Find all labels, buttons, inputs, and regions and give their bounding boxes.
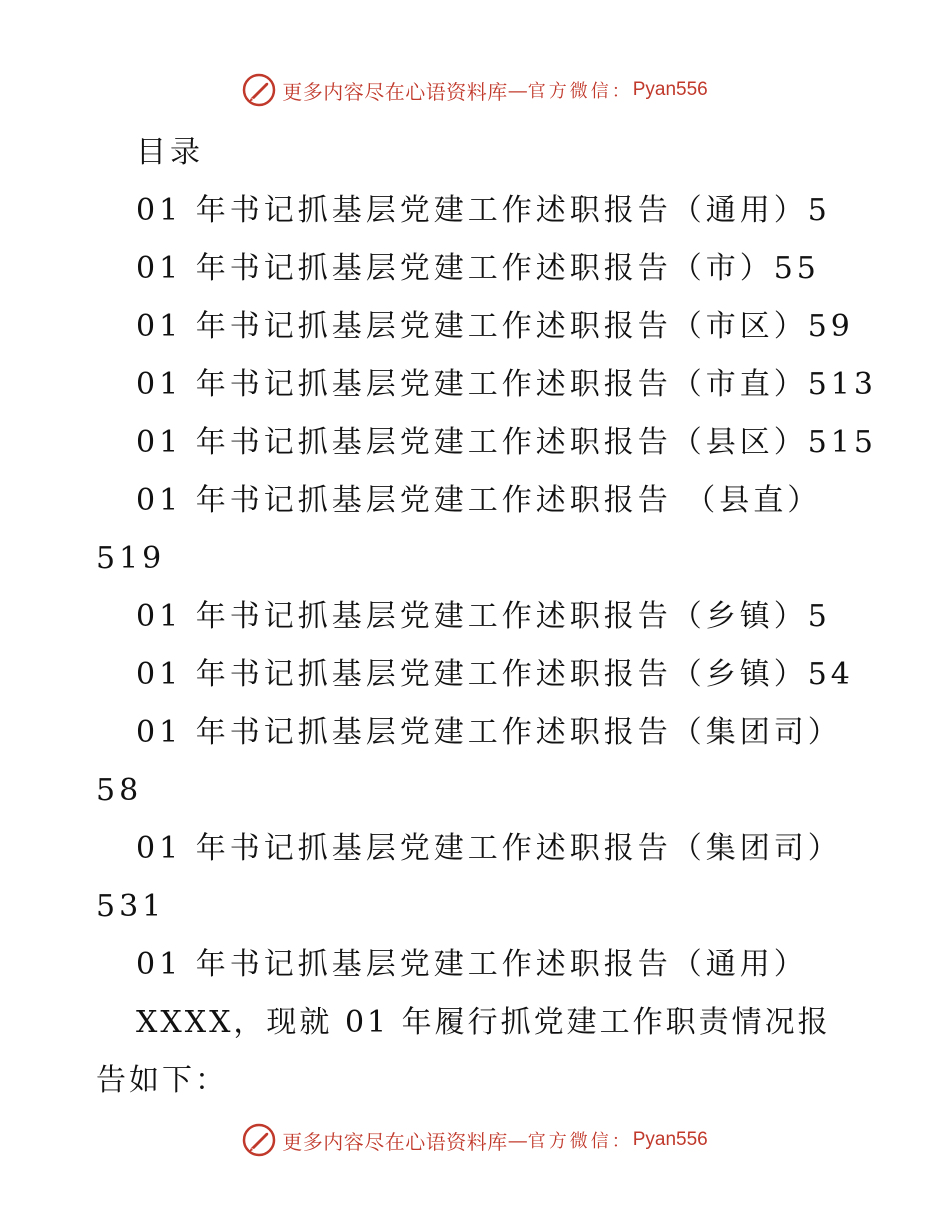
- toc-entry: 01 年书记抓基层党建工作述职报告（乡镇）54: [136, 657, 854, 692]
- watermark-brand: 更多内容尽在心语资料库: [282, 1129, 508, 1154]
- watermark-official-label: 官方微信：: [527, 81, 633, 102]
- toc-entry-page-number: 58: [96, 773, 143, 808]
- toc-entry-page-number: 519: [96, 541, 166, 576]
- watermark-official-label: 官方微信：: [527, 1131, 633, 1152]
- document-body: [96, 124, 877, 1110]
- watermark-wechat-id: Pyan556: [632, 1129, 708, 1150]
- toc-title: 目录: [136, 135, 204, 170]
- toc-entry: 01 年书记抓基层党建工作述职报告 （县直）: [136, 483, 822, 518]
- toc-entry-page-number: 531: [96, 889, 166, 924]
- toc-entry: 01 年书记抓基层党建工作述职报告（市区）59: [136, 309, 854, 344]
- toc-entry: 01 年书记抓基层党建工作述职报告（市直）513: [136, 367, 877, 402]
- header-watermark: [0, 72, 950, 108]
- quill-pen-logo-icon: [242, 73, 276, 107]
- watermark-separator: —: [507, 1128, 528, 1152]
- quill-pen-logo-icon: [242, 1123, 276, 1157]
- watermark-wechat-id: Pyan556: [632, 79, 708, 100]
- toc-entry: 01 年书记抓基层党建工作述职报告（乡镇）5: [136, 599, 831, 634]
- toc-entry: 01 年书记抓基层党建工作述职报告（通用）5: [136, 193, 831, 228]
- toc-entry: 01 年书记抓基层党建工作述职报告（市）55: [136, 251, 820, 286]
- section-paragraph: XXXX，现就 01 年履行抓党建工作职责情况报告如下：: [96, 1005, 831, 1098]
- toc-entry: 01 年书记抓基层党建工作述职报告（县区）515: [136, 425, 877, 460]
- toc-entry: 01 年书记抓基层党建工作述职报告（集团司）: [136, 715, 842, 750]
- footer-watermark: [0, 1122, 950, 1158]
- watermark-separator: —: [507, 78, 528, 102]
- section-heading: 01 年书记抓基层党建工作述职报告（通用）: [136, 947, 808, 982]
- toc-entry: 01 年书记抓基层党建工作述职报告（集团司）: [136, 831, 842, 866]
- watermark-brand: 更多内容尽在心语资料库: [282, 79, 508, 104]
